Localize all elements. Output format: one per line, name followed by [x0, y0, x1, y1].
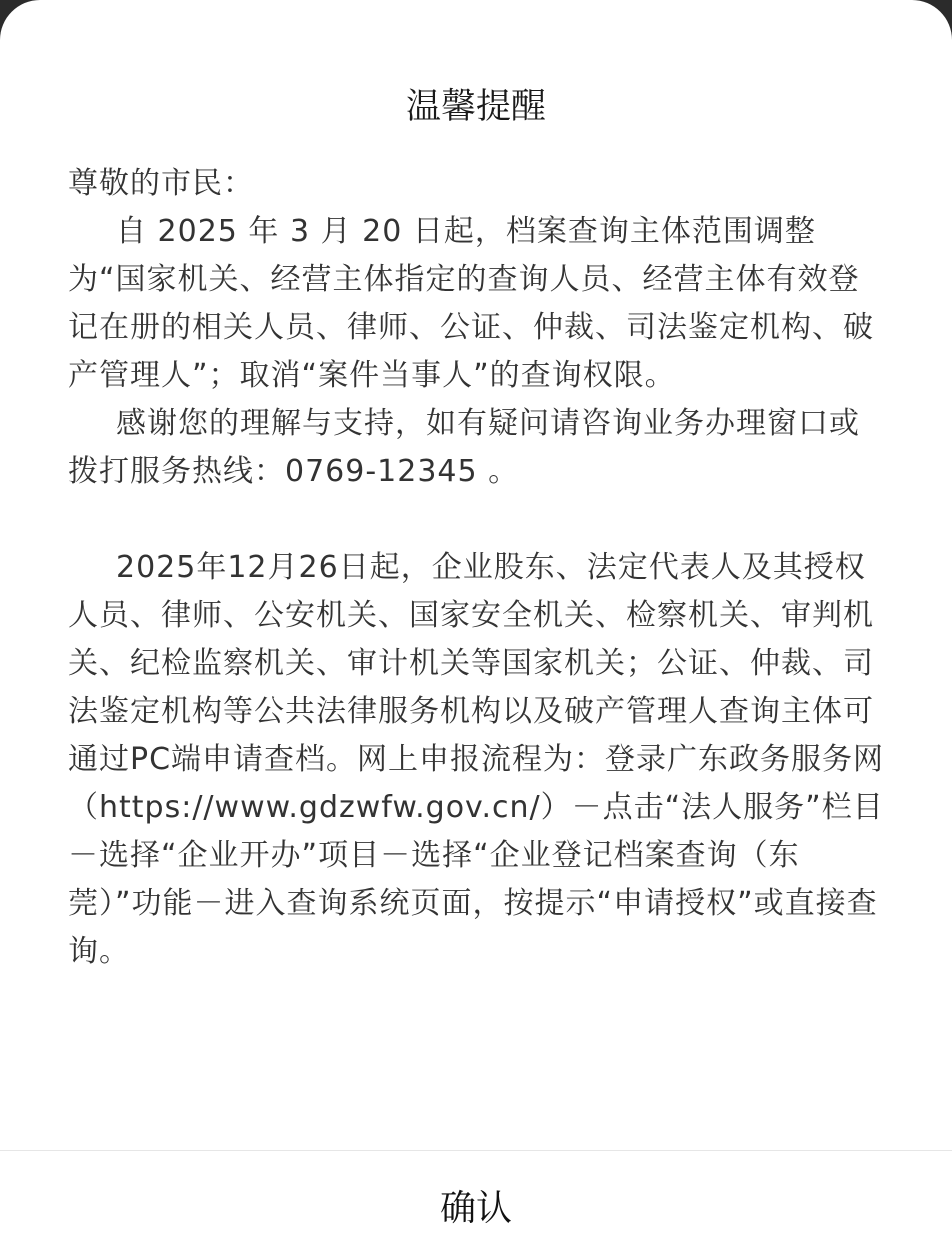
- notice-paragraph-2: 感谢您的理解与支持，如有疑问请咨询业务办理窗口或拨打服务热线：0769-12345 。: [68, 406, 860, 489]
- notice-paragraph-3: 2025年12月26日起，企业股东、法定代表人及其授权人员、律师、公安机关、国家安全机关、检察机关、审判机关、纪检监察机关、审计机关等国家机关；公证、仲裁、司法鉴定机构等公共法律服务机构以及破产管理人查询主体可通过PC端申请查档。网上申报流程为：登录广东政务服务网（https://www.gdzwfw.gov.cn/）－点击“法人服务”栏目－选择“企业开办”项目－选择“企业登记档案查询（东莞）”功能－进入查询系统页面，按提示“申请授权”或直接查询。: [68, 550, 885, 969]
- paragraph-spacer: [68, 496, 888, 544]
- dialog-content: [68, 160, 888, 976]
- confirm-button[interactable]: 确认: [0, 1151, 952, 1260]
- notice-paragraph-1: 自 2025 年 3 月 20 日起，档案查询主体范围调整为“国家机关、经营主体指定的查询人员、经营主体有效登记在册的相关人员、律师、公证、仲裁、司法鉴定机构、破产管理人”；取消“案件当事人”的查询权限。: [68, 214, 874, 393]
- greeting-text: 尊敬的市民：: [68, 166, 254, 201]
- dialog-title: 温馨提醒: [405, 87, 546, 127]
